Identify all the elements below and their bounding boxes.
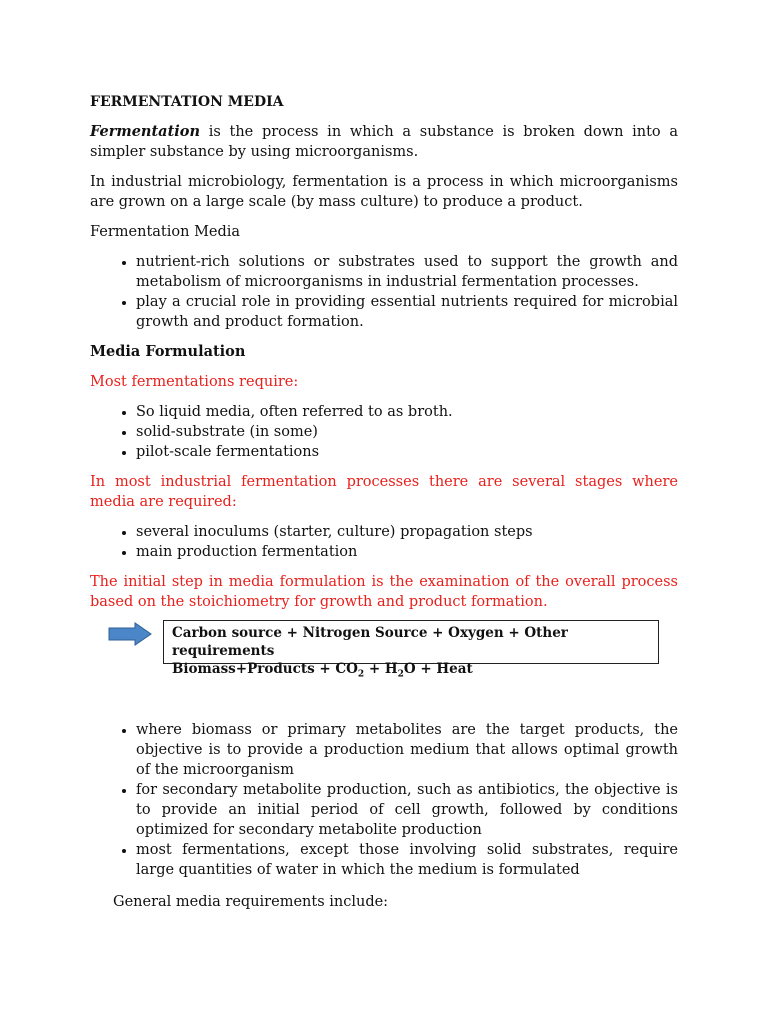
- require-label: Most fermentations require:: [90, 374, 299, 390]
- initial-step-paragraph: The initial step in media formulation is the examination of the overall process based on the stoichiometry for growth and product formation.: [90, 574, 678, 610]
- general-requirements-label: General media requirements include:: [113, 894, 389, 910]
- stages-bullet-list: [90, 522, 678, 562]
- list-item: • pilot-scale fermentations: [136, 442, 678, 462]
- equation-line-1: Carbon source + Nitrogen Source + Oxygen + Other requirements: [172, 625, 568, 659]
- media-label: Fermentation Media: [90, 224, 241, 240]
- objective-bullet-list: [90, 720, 678, 880]
- subscript: 2: [397, 669, 404, 680]
- subscript: 2: [357, 669, 365, 680]
- document-page: [90, 92, 678, 912]
- list-item: • solid-substrate (in some): [136, 422, 678, 442]
- equation-line-2: [172, 660, 650, 684]
- list-item: • main production fermentation: [136, 542, 678, 562]
- fermentation-definition-text: is the process in which a substance is broken down into a simpler substance by using microorganisms.: [90, 124, 678, 160]
- equation-row: [90, 620, 678, 680]
- list-item: • where biomass or primary metabolites are the target products, the objective is to provide a production medium that allows optimal growth of the microorganism: [136, 720, 678, 780]
- list-item: • for secondary metabolite production, such as antibiotics, the objective is to provide an initial period of cell growth, followed by conditions optimized for secondary metabolite production: [136, 780, 678, 840]
- document-title: FERMENTATION MEDIA: [90, 94, 284, 110]
- equation-part: Biomass+Products + CO: [172, 661, 358, 677]
- fermentation-definition: [90, 122, 678, 162]
- list-item: • So liquid media, often referred to as broth.: [136, 402, 678, 422]
- fermentation-term: Fermentation: [90, 123, 200, 140]
- list-item: • most fermentations, except those involving solid substrates, require large quantities of water in which the medium is formulated: [136, 840, 678, 880]
- formulation-heading: Media Formulation: [90, 343, 246, 360]
- equation-part: O + Heat: [403, 661, 473, 677]
- require-bullet-list: [90, 402, 678, 462]
- equation-box: [163, 620, 659, 680]
- list-item: • play a crucial role in providing essential nutrients required for microbial growth and product formation.: [136, 292, 678, 332]
- equation-part: + H: [364, 661, 398, 677]
- industrial-paragraph: In industrial microbiology, fermentation is a process in which microorganisms are grown on a large scale (by mass culture) to produce a product.: [90, 174, 678, 210]
- media-bullet-list: [90, 252, 678, 332]
- list-item: • several inoculums (starter, culture) propagation steps: [136, 522, 678, 542]
- list-item: • nutrient-rich solutions or substrates used to support the growth and metabolism of microorganisms in industrial fermentation processes.: [136, 252, 678, 292]
- stages-paragraph: In most industrial fermentation processes there are several stages where media are required:: [90, 474, 678, 510]
- right-arrow-icon: [108, 622, 152, 646]
